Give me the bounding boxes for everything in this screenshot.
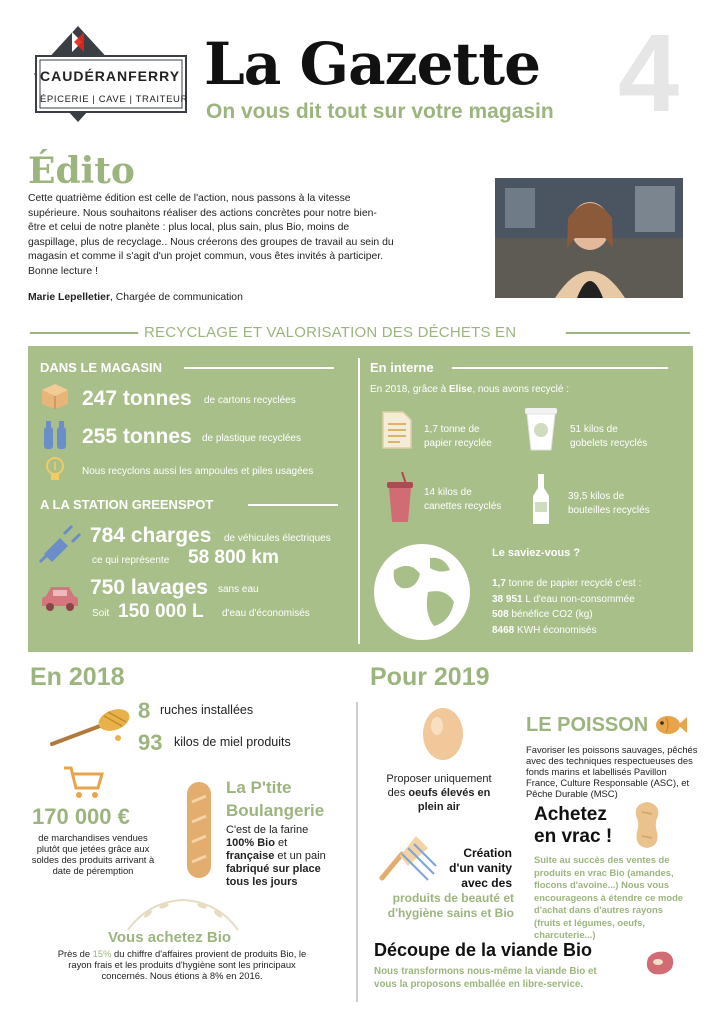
plastic-bottles-icon (40, 418, 70, 455)
water-soit: Soit (92, 608, 110, 619)
water-value: 150 000 L (118, 601, 204, 622)
fish-text: Favoriser les poissons sauvages, pêchés avec des techniques respectueuses des fonds marins et labellisés Pavillon France, Culture Responsable (ASC), et Pêche Durable (MSC) (526, 744, 698, 799)
vanity-title: Création d'un vanity avec des (449, 846, 512, 890)
bakery-text: C'est de la farine 100% Bio et française et un pain fabriqué sur place tous les jours (226, 824, 326, 888)
lavages-value: 750 lavages (90, 576, 208, 599)
interne-heading: En interne (370, 360, 434, 375)
year-2018-title: En 2018 (30, 663, 125, 691)
baguette-icon (184, 780, 214, 885)
cups-stat: 51 kilos de gobelets recyclés (570, 424, 648, 449)
bio-text: Près de 15% du chiffre d'affaires provient de produits Bio, le rayon frais et les produits d'hygiène sont les principaux concernés. Nous étions à 8% en 2016. (57, 948, 307, 981)
gazette-subtitle: On vous dit tout sur votre magasin (206, 100, 554, 123)
carton-box-icon (40, 382, 70, 415)
charges-value: 784 charges (90, 524, 212, 547)
bio-title: Vous achetez Bio (108, 929, 232, 946)
soda-cup-icon (384, 470, 416, 529)
honey-value: 93 (138, 730, 163, 755)
ev-plug-icon (38, 524, 82, 569)
magasin-heading-rule (184, 367, 334, 369)
vanity-subtitle: produits de beauté et d'hygiène sains et Bio (387, 891, 514, 920)
edito-text: Cette quatrième édition est celle de l'action, nous passons à la vitesse supérieure. Nous souhaitons réaliser des actions concrètes pour notre bien- être et celui de notre planète : plus local, plus sain, plus Bio, moins de gaspillage, plus de recyclage.. Nous créerons des groupes de travail au sein du magasin et comme il s'agit d'un projet commun, vous êtes invités à participer. Bonne lecture ! (28, 193, 394, 277)
bottles-stat: 39,5 kilos de bouteilles recyclés (568, 491, 650, 516)
globe-icon (370, 540, 474, 649)
cans-stat: 14 kilos de canettes recyclés (424, 487, 502, 512)
section-rule-left (30, 332, 138, 334)
paper-facts: 1,7 tonne de papier recyclé c'est : 38 951 L d'eau non-consommée 508 bénéfice CO2 (kg) 8468 KWH économisés (492, 578, 642, 636)
section-rule-right (566, 332, 690, 334)
carton-label: de cartons recyclées (204, 395, 296, 406)
plastic-label: de plastique recyclées (202, 433, 301, 444)
did-you-know: Le saviez-vous ? (492, 547, 581, 559)
hives-label: ruches installées (160, 703, 254, 717)
shopping-cart-icon (62, 764, 106, 805)
water-label: d'eau d'économisés (222, 608, 310, 619)
hives-value: 8 (138, 698, 151, 723)
block-divider (358, 358, 360, 644)
charges-sub: ce qui représente (92, 555, 170, 566)
carton-value: 247 tonnes (82, 387, 192, 410)
edito-title: Édito (28, 150, 135, 192)
fish-title: LE POISSON (526, 714, 649, 736)
greenspot-heading-rule (248, 504, 338, 506)
plastic-value: 255 tonnes (82, 425, 192, 448)
logo-tagline: ÉPICERIE | CAVE | TRAITEUR (40, 94, 188, 105)
charges-label: de véhicules électriques (224, 533, 331, 544)
interne-intro: En 2018, grâce à Elise, nous avons recyclé : (370, 384, 570, 395)
glass-bottle-icon (530, 472, 552, 531)
vrac-text: Suite au succès des ventes de produits en vrac Bio (amandes, flocons d'avoine...) Nous vous encourageons à étendre ce mode d'achat dans d'autres rayons (fruits et légumes, oeufs, charcuterie...) (534, 854, 684, 940)
goods-description: de marchandises vendues plutôt que jetées grâce aux soldes des produits arrivant à date de péremption (31, 832, 155, 876)
lightbulb-icon (44, 456, 66, 489)
bakery-title: La P'tite Boulangerie (226, 778, 325, 820)
year-2019-title: Pour 2019 (370, 663, 490, 691)
steak-icon (644, 950, 676, 981)
issue-number: 4 (618, 12, 680, 135)
km-value: 58 800 km (188, 547, 279, 568)
egg-icon (420, 702, 466, 767)
honey-dipper-icon (48, 706, 134, 753)
vrac-title: Achetez en vrac ! (534, 804, 613, 847)
gazette-title: La Gazette (204, 30, 540, 98)
logo-brand: CAUDÉRANFERRY (40, 68, 181, 84)
honey-label: kilos de miel produits (174, 735, 291, 749)
paper-document-icon (380, 410, 414, 455)
lavages-label: sans eau (218, 584, 259, 595)
meat-text: Nous transformons nous-même la viande Bio et vous la proposons emballée en libre-service. (374, 966, 597, 990)
greenspot-heading: A LA STATION GREENSPOT (40, 497, 214, 512)
edito-signature: Marie Lepelletier, Chargée de communication (28, 292, 243, 303)
recycling-section-title: RECYCLAGE ET VALORISATION DES DÉCHETS EN (144, 324, 517, 341)
paper-stat: 1,7 tonne de papier recyclée (424, 424, 492, 449)
bulbs-label: Nous recyclons aussi les ampoules et piles usagées (82, 466, 314, 477)
author-photo (495, 178, 683, 298)
eggs-text: Proposer uniquement des oeufs élevés en plein air (386, 773, 492, 813)
goods-value: 170 000 € (32, 804, 130, 829)
bottom-column-divider (356, 702, 358, 1002)
peanut-icon (632, 800, 662, 855)
meat-title: Découpe de la viande Bio (374, 940, 593, 960)
interne-heading-rule (452, 367, 668, 369)
coffee-cup-icon (522, 406, 560, 457)
car-icon (40, 582, 80, 617)
magasin-heading: DANS LE MAGASIN (40, 360, 163, 375)
fish-icon (654, 712, 688, 743)
